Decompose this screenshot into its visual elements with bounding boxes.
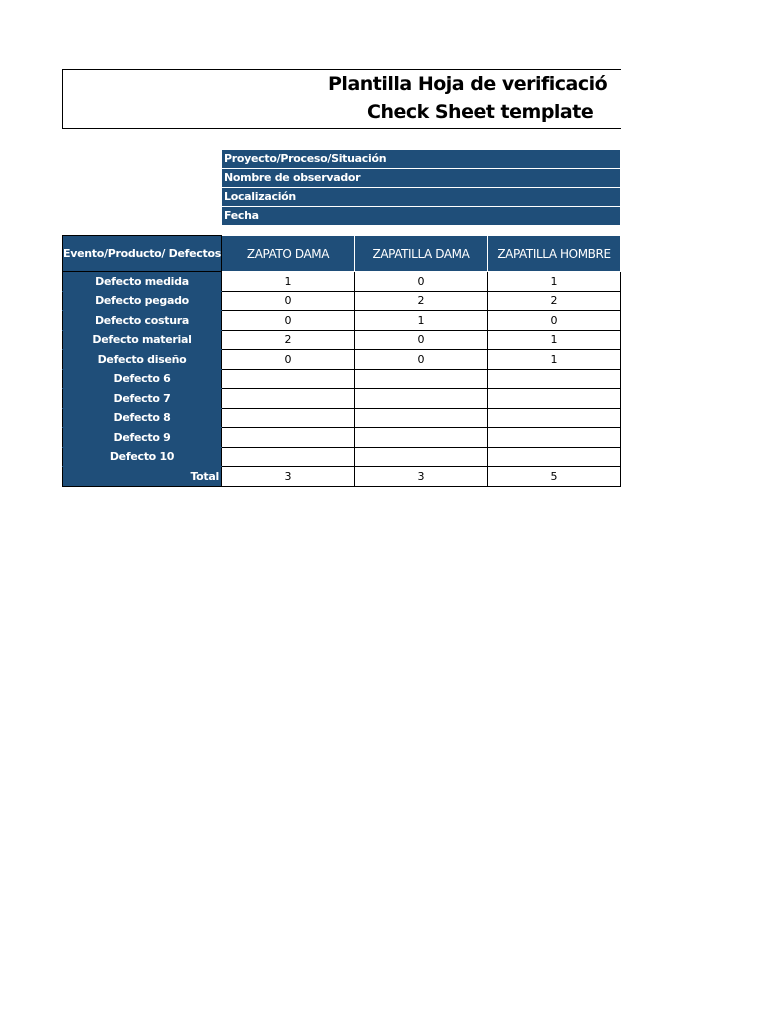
row-label: Defecto 7 xyxy=(63,389,222,409)
data-cell[interactable]: 1 xyxy=(355,311,488,331)
row-label: Defecto material xyxy=(63,330,222,350)
data-cell[interactable]: 0 xyxy=(355,350,488,370)
table-row xyxy=(63,272,621,292)
data-cell[interactable]: 0 xyxy=(222,350,355,370)
table-row xyxy=(63,408,621,428)
data-cell[interactable] xyxy=(488,428,621,448)
page-subtitle: Check Sheet template xyxy=(367,101,594,123)
data-cell[interactable] xyxy=(488,408,621,428)
data-cell[interactable] xyxy=(355,389,488,409)
row-label: Defecto 10 xyxy=(63,447,222,467)
info-field-date[interactable]: Fecha xyxy=(222,207,621,226)
total-cell: 3 xyxy=(355,467,488,487)
data-cell[interactable]: 0 xyxy=(222,291,355,311)
info-field-observer[interactable]: Nombre de observador xyxy=(222,169,621,188)
table-header-row xyxy=(63,236,621,272)
column-header: ZAPATO DAMA xyxy=(222,236,355,272)
info-field-project[interactable]: Proyecto/Proceso/Situación xyxy=(222,150,621,169)
table-row xyxy=(63,369,621,389)
data-cell[interactable]: 0 xyxy=(355,272,488,292)
row-label: Defecto 9 xyxy=(63,428,222,448)
data-cell[interactable]: 1 xyxy=(222,272,355,292)
data-cell[interactable]: 1 xyxy=(488,272,621,292)
table-row xyxy=(63,350,621,370)
data-cell[interactable] xyxy=(355,447,488,467)
row-label: Defecto diseño xyxy=(63,350,222,370)
data-cell[interactable] xyxy=(222,428,355,448)
total-label: Total xyxy=(63,467,222,487)
data-cell[interactable] xyxy=(355,369,488,389)
total-cell: 5 xyxy=(488,467,621,487)
data-cell[interactable]: 2 xyxy=(355,291,488,311)
data-cell[interactable]: 0 xyxy=(222,311,355,331)
table-body xyxy=(63,272,621,487)
total-cell: 3 xyxy=(222,467,355,487)
data-cell[interactable] xyxy=(222,369,355,389)
table-row xyxy=(63,428,621,448)
info-field-location[interactable]: Localización xyxy=(222,188,621,207)
table-row xyxy=(63,311,621,331)
data-cell[interactable] xyxy=(222,447,355,467)
data-cell[interactable] xyxy=(488,369,621,389)
data-cell[interactable]: 0 xyxy=(355,330,488,350)
table-row xyxy=(63,291,621,311)
data-cell[interactable]: 0 xyxy=(488,311,621,331)
data-cell[interactable] xyxy=(488,389,621,409)
data-cell[interactable] xyxy=(488,447,621,467)
info-fields-table xyxy=(221,149,621,226)
page-title: Plantilla Hoja de verificació xyxy=(328,73,608,95)
row-label: Defecto 6 xyxy=(63,369,222,389)
row-label: Defecto pegado xyxy=(63,291,222,311)
column-header: ZAPATILLA HOMBRE xyxy=(488,236,621,272)
row-label: Defecto costura xyxy=(63,311,222,331)
data-cell[interactable] xyxy=(355,428,488,448)
data-cell[interactable] xyxy=(355,408,488,428)
data-cell[interactable]: 2 xyxy=(222,330,355,350)
column-header: ZAPATILLA DAMA xyxy=(355,236,488,272)
table-row xyxy=(63,330,621,350)
table-row xyxy=(63,447,621,467)
corner-header: Evento/Producto/ Defectos xyxy=(63,236,222,272)
total-row xyxy=(63,467,621,487)
check-sheet-table xyxy=(62,235,621,487)
title-box xyxy=(62,69,621,129)
data-cell[interactable]: 2 xyxy=(488,291,621,311)
data-cell[interactable] xyxy=(222,408,355,428)
row-label: Defecto 8 xyxy=(63,408,222,428)
table-row xyxy=(63,389,621,409)
data-cell[interactable] xyxy=(222,389,355,409)
data-cell[interactable]: 1 xyxy=(488,350,621,370)
row-label: Defecto medida xyxy=(63,272,222,292)
data-cell[interactable]: 1 xyxy=(488,330,621,350)
